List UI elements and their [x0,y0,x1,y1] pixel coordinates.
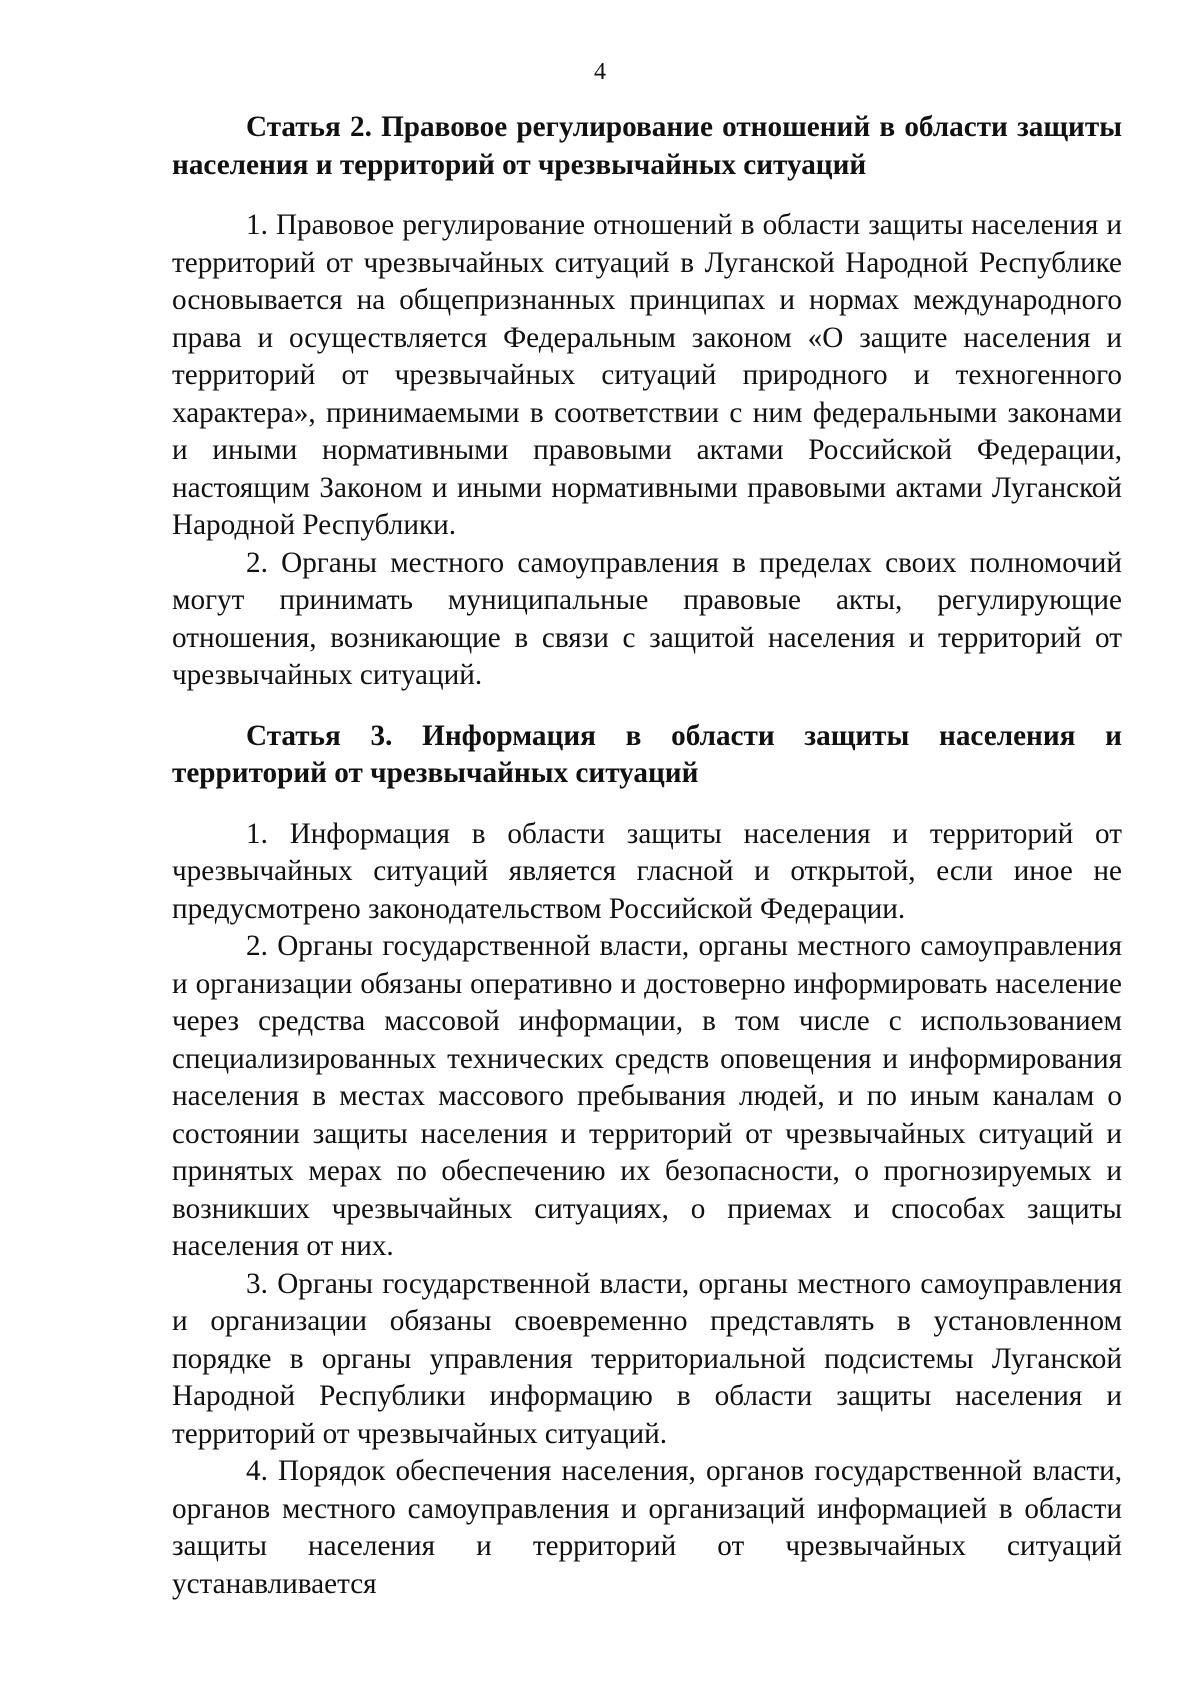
article-3-heading: Статья 3. Информация в области защиты населения и территорий от чрезвычайных ситуаций [172,719,1122,789]
article-3-paragraph-4: 4. Порядок обеспечения населения, органов государственной власти, органов местного самоуправления и организаций информацией в области защиты населения и территорий от чрезвычайных ситуаций устанавливается [172,1455,1122,1600]
article-2-heading: Статья 2. Правовое регулирование отношений в области защиты населения и территорий от чрезвычайных ситуаций [172,111,1122,181]
article-3-paragraph-3: 3. Органы государственной власти, органы местного самоуправления и организации обязаны своевременно представлять в установленном порядке в органы управления территориальной подсистемы Луганской Народной Республики информацию в области защиты населения и территорий от чрезвычайных ситуаций. [172,1267,1122,1450]
article-2-paragraph-2: 2. Органы местного самоуправления в пределах своих полномочий могут принимать муниципальные правовые акты, регулирующие отношения, возникающие в связи с защитой населения и территорий от чрезвычайных ситуаций. [172,546,1122,691]
article-3-paragraph-2: 2. Органы государственной власти, органы местного самоуправления и организации обязаны оперативно и достоверно информировать население через средства массовой информации, в том числе с использованием специализированных технических средств оповещения и информирования населения в местах массового пребывания людей, и по иным каналам о состоянии защиты населения и территорий от чрезвычайных ситуаций и принятых мерах по обеспечению их безопасности, о прогнозируемых и возникших чрезвычайных ситуациях, о приемах и способах защиты населения от них. [172,930,1122,1262]
document-body [172,109,1122,1603]
article-2 [172,109,1122,695]
article-3-paragraph-1: 1. Информация в области защиты населения и территорий от чрезвычайных ситуаций является гласной и открытой, если иное не предусмотрено законодательством Российской Федерации. [172,817,1122,925]
article-2-paragraph-1: 1. Правовое регулирование отношений в области защиты населения и территорий от чрезвычайных ситуаций в Луганской Народной Республике основывается на общепризнанных принципах и нормах международного права и осуществляется Федеральным законом «О защите населения и территорий от чрезвычайных ситуаций природного и техногенного характера», принимаемыми в соответствии с ним федеральными законами и иными нормативными правовыми актами Российской Федерации, настоящим Законом и иными нормативными правовыми актами Луганской Народной Республики. [172,209,1122,541]
page-number: 4 [594,59,606,85]
article-3 [172,718,1122,1604]
